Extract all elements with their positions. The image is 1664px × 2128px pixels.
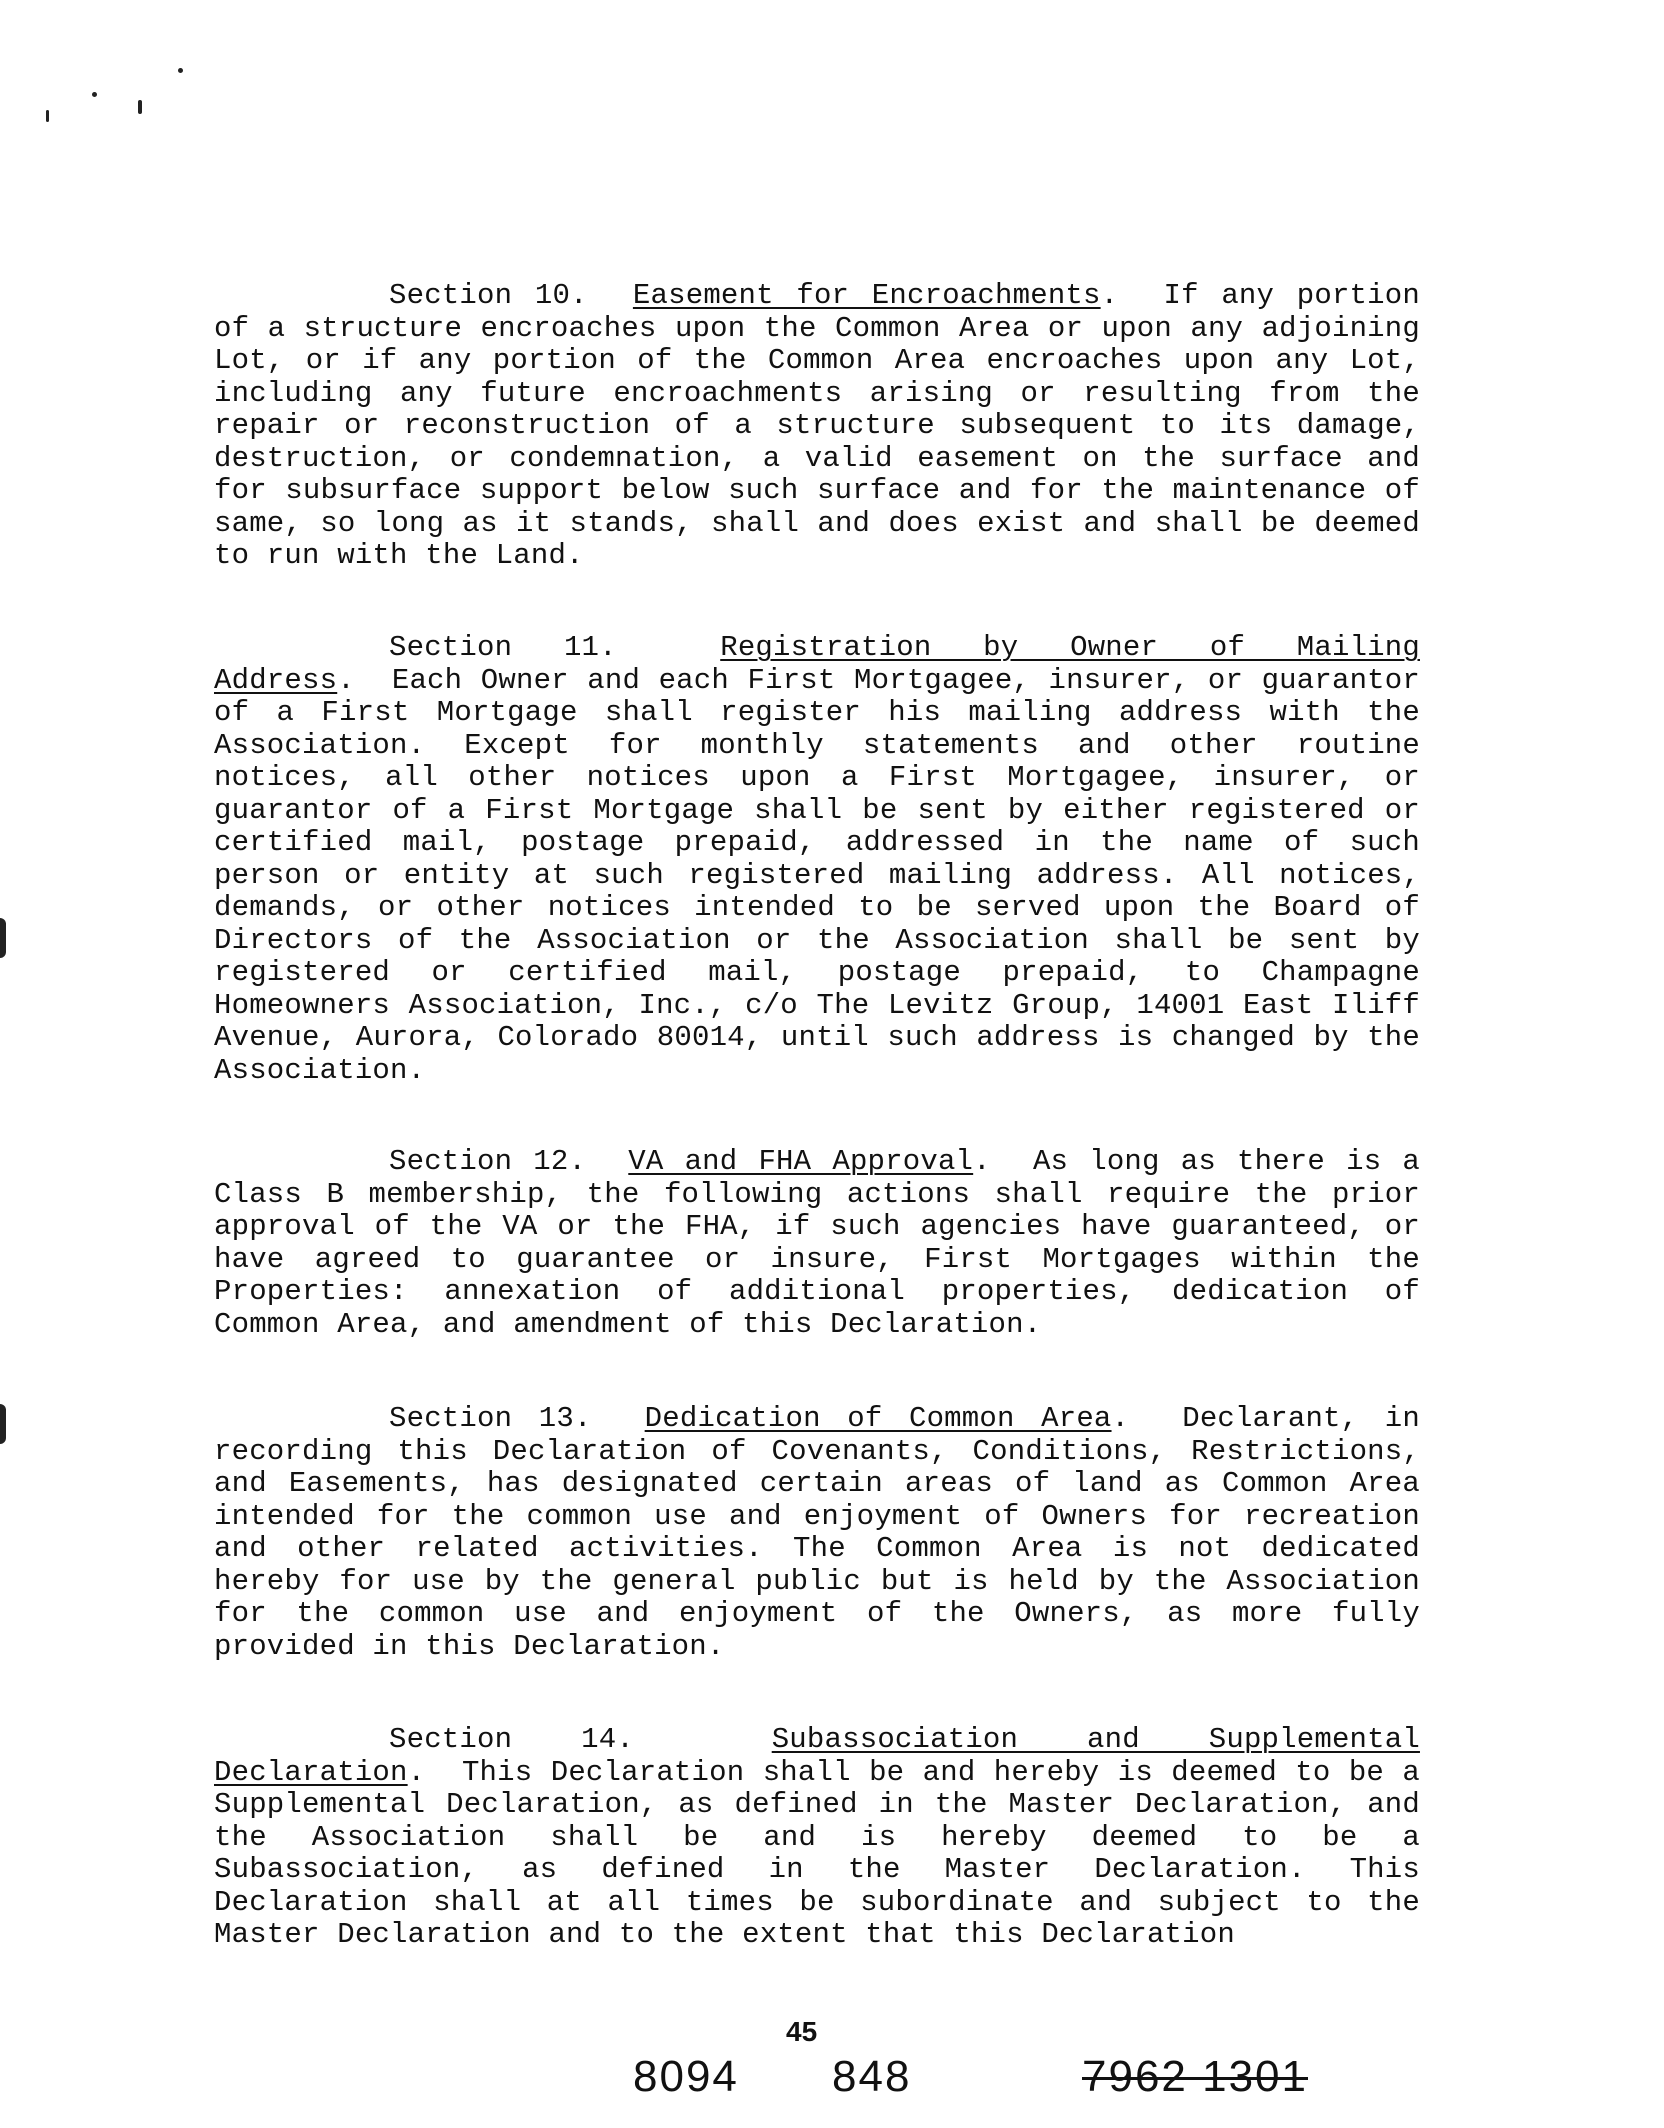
section-heading: Subassociation and Supplemental Declaration — [214, 1723, 1420, 1789]
section-label: Section 11. — [389, 631, 617, 664]
section-heading: VA and FHA Approval — [628, 1145, 974, 1178]
section-12: Section 12. VA and FHA Approval. As long as there is a Class B membership, the following actions shall require the prior approval of the VA or the FHA, if such agencies have guaranteed, or have agreed to guarantee or insure, First Mortgages within the Properties: annexation of additional properties, dedication of Common Area, and amendment of this Declaration. — [214, 1145, 1420, 1341]
scan-speck — [92, 92, 97, 97]
struck-reference-number: 7962 1301 — [1082, 2052, 1308, 2101]
section-10: Section 10. Easement for Encroachments. If any portion of a structure encroaches upon the Common Area or upon any adjoining Lot, or if any portion of the Common Area encroaches upon any Lot, including any future encroachments arising or resulting from the repair or reconstruction of a structure subsequent to its damage, destruction, or condemnation, a valid easement on the surface and for subsurface support below such surface and for the maintenance of same, so long as it stands, shall and does exist and shall be deemed to run with the Land. — [214, 279, 1420, 572]
section-body: Declarant, in recording this Declaration of Covenants, Conditions, Restrictions, and Easements, has designated certain areas of land as Common Area intended for the common use and enjoyment of Owners for recreation and other related activities. The Common Area is not dedicated hereby for use by the general public but is held by the Association for the common use and enjoyment of the Owners, as more fully provided in this Declaration. — [214, 1402, 1420, 1663]
page-number: 45 — [786, 2016, 818, 2047]
section-heading: Dedication of Common Area — [644, 1402, 1112, 1435]
section-14: Section 14. Subassociation and Supplemental Declaration. This Declaration shall be and hereby is deemed to be a Supplemental Declaration, as defined in the Master Declaration, and the Association shall be and is hereby deemed to be a Subassociation, as defined in the Master Declaration. This Declaration shall at all times be subordinate and subject to the Master Declaration and to the extent that this Declaration — [214, 1723, 1420, 1951]
section-label: Section 12. — [389, 1145, 587, 1178]
scan-speck — [178, 68, 183, 73]
section-heading: Easement for Encroachments — [632, 279, 1101, 312]
scan-speck — [46, 110, 49, 122]
section-body: As long as there is a Class B membership, the following actions shall require the prior approval of the VA or the FHA, if such agencies have guaranteed, or have agreed to guarantee or insure, First Mortgages within the Properties: annexation of additional properties, dedication of Common Area, and amendment of this Declaration. — [214, 1145, 1420, 1341]
section-body: Each Owner and each First Mortgagee, insurer, or guarantor of a First Mortgage shall register his mailing address with the Association. Except for monthly statements and other routine notices, all other notices upon a First Mortgagee, insurer, or guarantor of a First Mortgage shall be sent by either registered or certified mail, postage prepaid, addressed in the name of such person or entity at such registered mailing address. All notices, demands, or other notices intended to be served upon the Board of Directors of the Association or the Association shall be sent by registered or certified mail, postage prepaid, to Champagne Homeowners Association, Inc., c/o The Levitz Group, 14001 East Iliff Avenue, Aurora, Colorado 80014, until such address is changed by the Association. — [214, 663, 1420, 1087]
scan-edge-mark — [0, 918, 6, 958]
section-heading: Registration by Owner of Mailing Address — [214, 631, 1420, 697]
section-body: If any portion of a structure encroaches upon the Common Area or upon any adjoining Lot, or if any portion of the Common Area encroaches upon any Lot, including any future encroachments arising or resulting from the repair or reconstruction of a structure subsequent to its damage, destruction, or condemnation, a valid easement on the surface and for subsurface support below such surface and for the maintenance of same, so long as it stands, shall and does exist and shall be deemed to run with the Land. — [214, 279, 1420, 572]
section-body: This Declaration shall be and hereby is deemed to be a Supplemental Declaration, as defined in the Master Declaration, and the Association shall be and is hereby deemed to be a Subassociation, as defined in the Master Declaration. This Declaration shall at all times be subordinate and subject to the Master Declaration and to the extent that this Declaration — [214, 1755, 1420, 1951]
section-label: Section 13. — [389, 1402, 592, 1435]
section-13: Section 13. Dedication of Common Area. Declarant, in recording this Declaration of Covenants, Conditions, Restrictions, and Easements, has designated certain areas of land as Common Area intended for the common use and enjoyment of Owners for recreation and other related activities. The Common Area is not dedicated hereby for use by the general public but is held by the Association for the common use and enjoyment of the Owners, as more fully provided in this Declaration. — [214, 1402, 1420, 1663]
scan-speck — [138, 100, 142, 114]
section-11: Section 11. Registration by Owner of Mailing Address. Each Owner and each First Mortgagee, insurer, or guarantor of a First Mortgage shall register his mailing address with the Association. Except for monthly statements and other routine notices, all other notices upon a First Mortgagee, insurer, or guarantor of a First Mortgage shall be sent by either registered or certified mail, postage prepaid, addressed in the name of such person or entity at such registered mailing address. All notices, demands, or other notices intended to be served upon the Board of Directors of the Association or the Association shall be sent by registered or certified mail, postage prepaid, to Champagne Homeowners Association, Inc., c/o The Levitz Group, 14001 East Iliff Avenue, Aurora, Colorado 80014, until such address is changed by the Association. — [214, 631, 1420, 1087]
page-reference-number: 848 — [832, 2052, 912, 2101]
document-reference-numbers — [0, 2052, 1664, 2112]
section-label: Section 10. — [389, 279, 588, 312]
section-label: Section 14. — [389, 1723, 634, 1756]
scan-edge-mark — [0, 1404, 6, 1444]
book-number: 8094 — [633, 2052, 739, 2101]
